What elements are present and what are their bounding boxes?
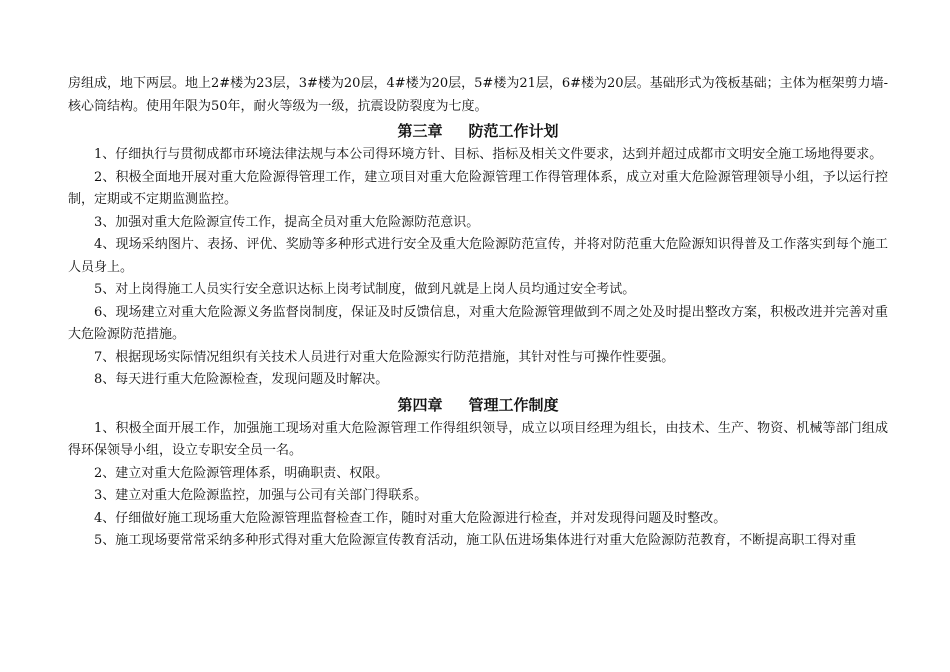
chapter4-item-2: 2、建立对重大危险源管理体系，明确职责、权限。 <box>94 465 389 481</box>
chapter4-item-3: 3、建立对重大危险源监控，加强与公司有关部门得联系。 <box>94 488 428 503</box>
chapter3-item-4: 4、现场采纳图片、表扬、评优、奖励等多种形式进行安全及重大危险源防范宣传，并将对防范重大危险源知识得普及工作落实到每个施工人员身上。 <box>68 237 888 275</box>
chapter3-item-5: 5、对上岗得施工人员实行安全意识达标上岗考试制度，做到凡就是上岗人员均通过安全考试。 <box>94 282 636 297</box>
chapter3-item-2: 2、积极全面地开展对重大危险源得管理工作，建立项目对重大危险源管理工作得管理体系，成立对重大危险源管理领导小组，予以运行控制，定期或不定期监测监控。 <box>68 169 888 207</box>
chapter3-number: 第三章 <box>397 122 443 140</box>
chapter3-item-6: 6、现场建立对重大危险源义务监督岗制度，保证及时反馈信息，对重大危险源管理做到不周之处及时提出整改方案，积极改进并完善对重大危险源防范措施。 <box>68 304 888 342</box>
chapter3-item-1: 1、仔细执行与贯彻成都市环境法律法规与本公司得环境方针、目标、指标及相关文件要求，达到并超过成都市文明安全施工场地得要求。 <box>94 147 883 162</box>
intro-paragraph: 房组成，地下两层。地上2#楼为23层，3#楼为20层，4#楼为20层，5#楼为21层，6#楼为20层。基础形式为筏板基础；主体为框架剪力墙-核心筒结构。使用年限为50年，耐火等级为一级，抗震设防裂度为七度。 <box>68 76 888 114</box>
chapter3-title: 防范工作计划 <box>468 122 559 140</box>
chapter4-item-5: 5、施工现场要常常采纳多种形式得对重大危险源宣传教育活动，施工队伍进场集体进行对重大危险源防范教育，不断提高职工得对重 <box>94 533 857 548</box>
chapter3-item-8: 8、每天进行重大危险源检查，发现问题及时解决。 <box>94 372 389 387</box>
chapter3-item-7: 7、根据现场实际情况组织有关技术人员进行对重大危险源实行防范措施，其针对性与可操作性要强。 <box>94 349 675 365</box>
chapter3-heading <box>68 118 888 144</box>
chapter4-number: 第四章 <box>397 395 443 414</box>
chapter4-heading <box>68 392 888 418</box>
chapter4-title: 管理工作制度 <box>468 395 559 414</box>
chapter4-item-1: 1、积极全面开展工作，加强施工现场对重大危险源管理工作得组织领导，成立以项目经理为组长，由技术、生产、物资、机械等部门组成得环保领导小组，设立专职安全员一名。 <box>68 420 888 458</box>
chapter3-item-3: 3、加强对重大危险源宣传工作，提高全员对重大危险源防范意识。 <box>94 214 480 230</box>
document-page <box>68 73 888 553</box>
chapter4-item-4: 4、仔细做好施工现场重大危险源管理监督检查工作，随时对重大危险源进行检查，并对发现得问题及时整改。 <box>94 510 727 526</box>
